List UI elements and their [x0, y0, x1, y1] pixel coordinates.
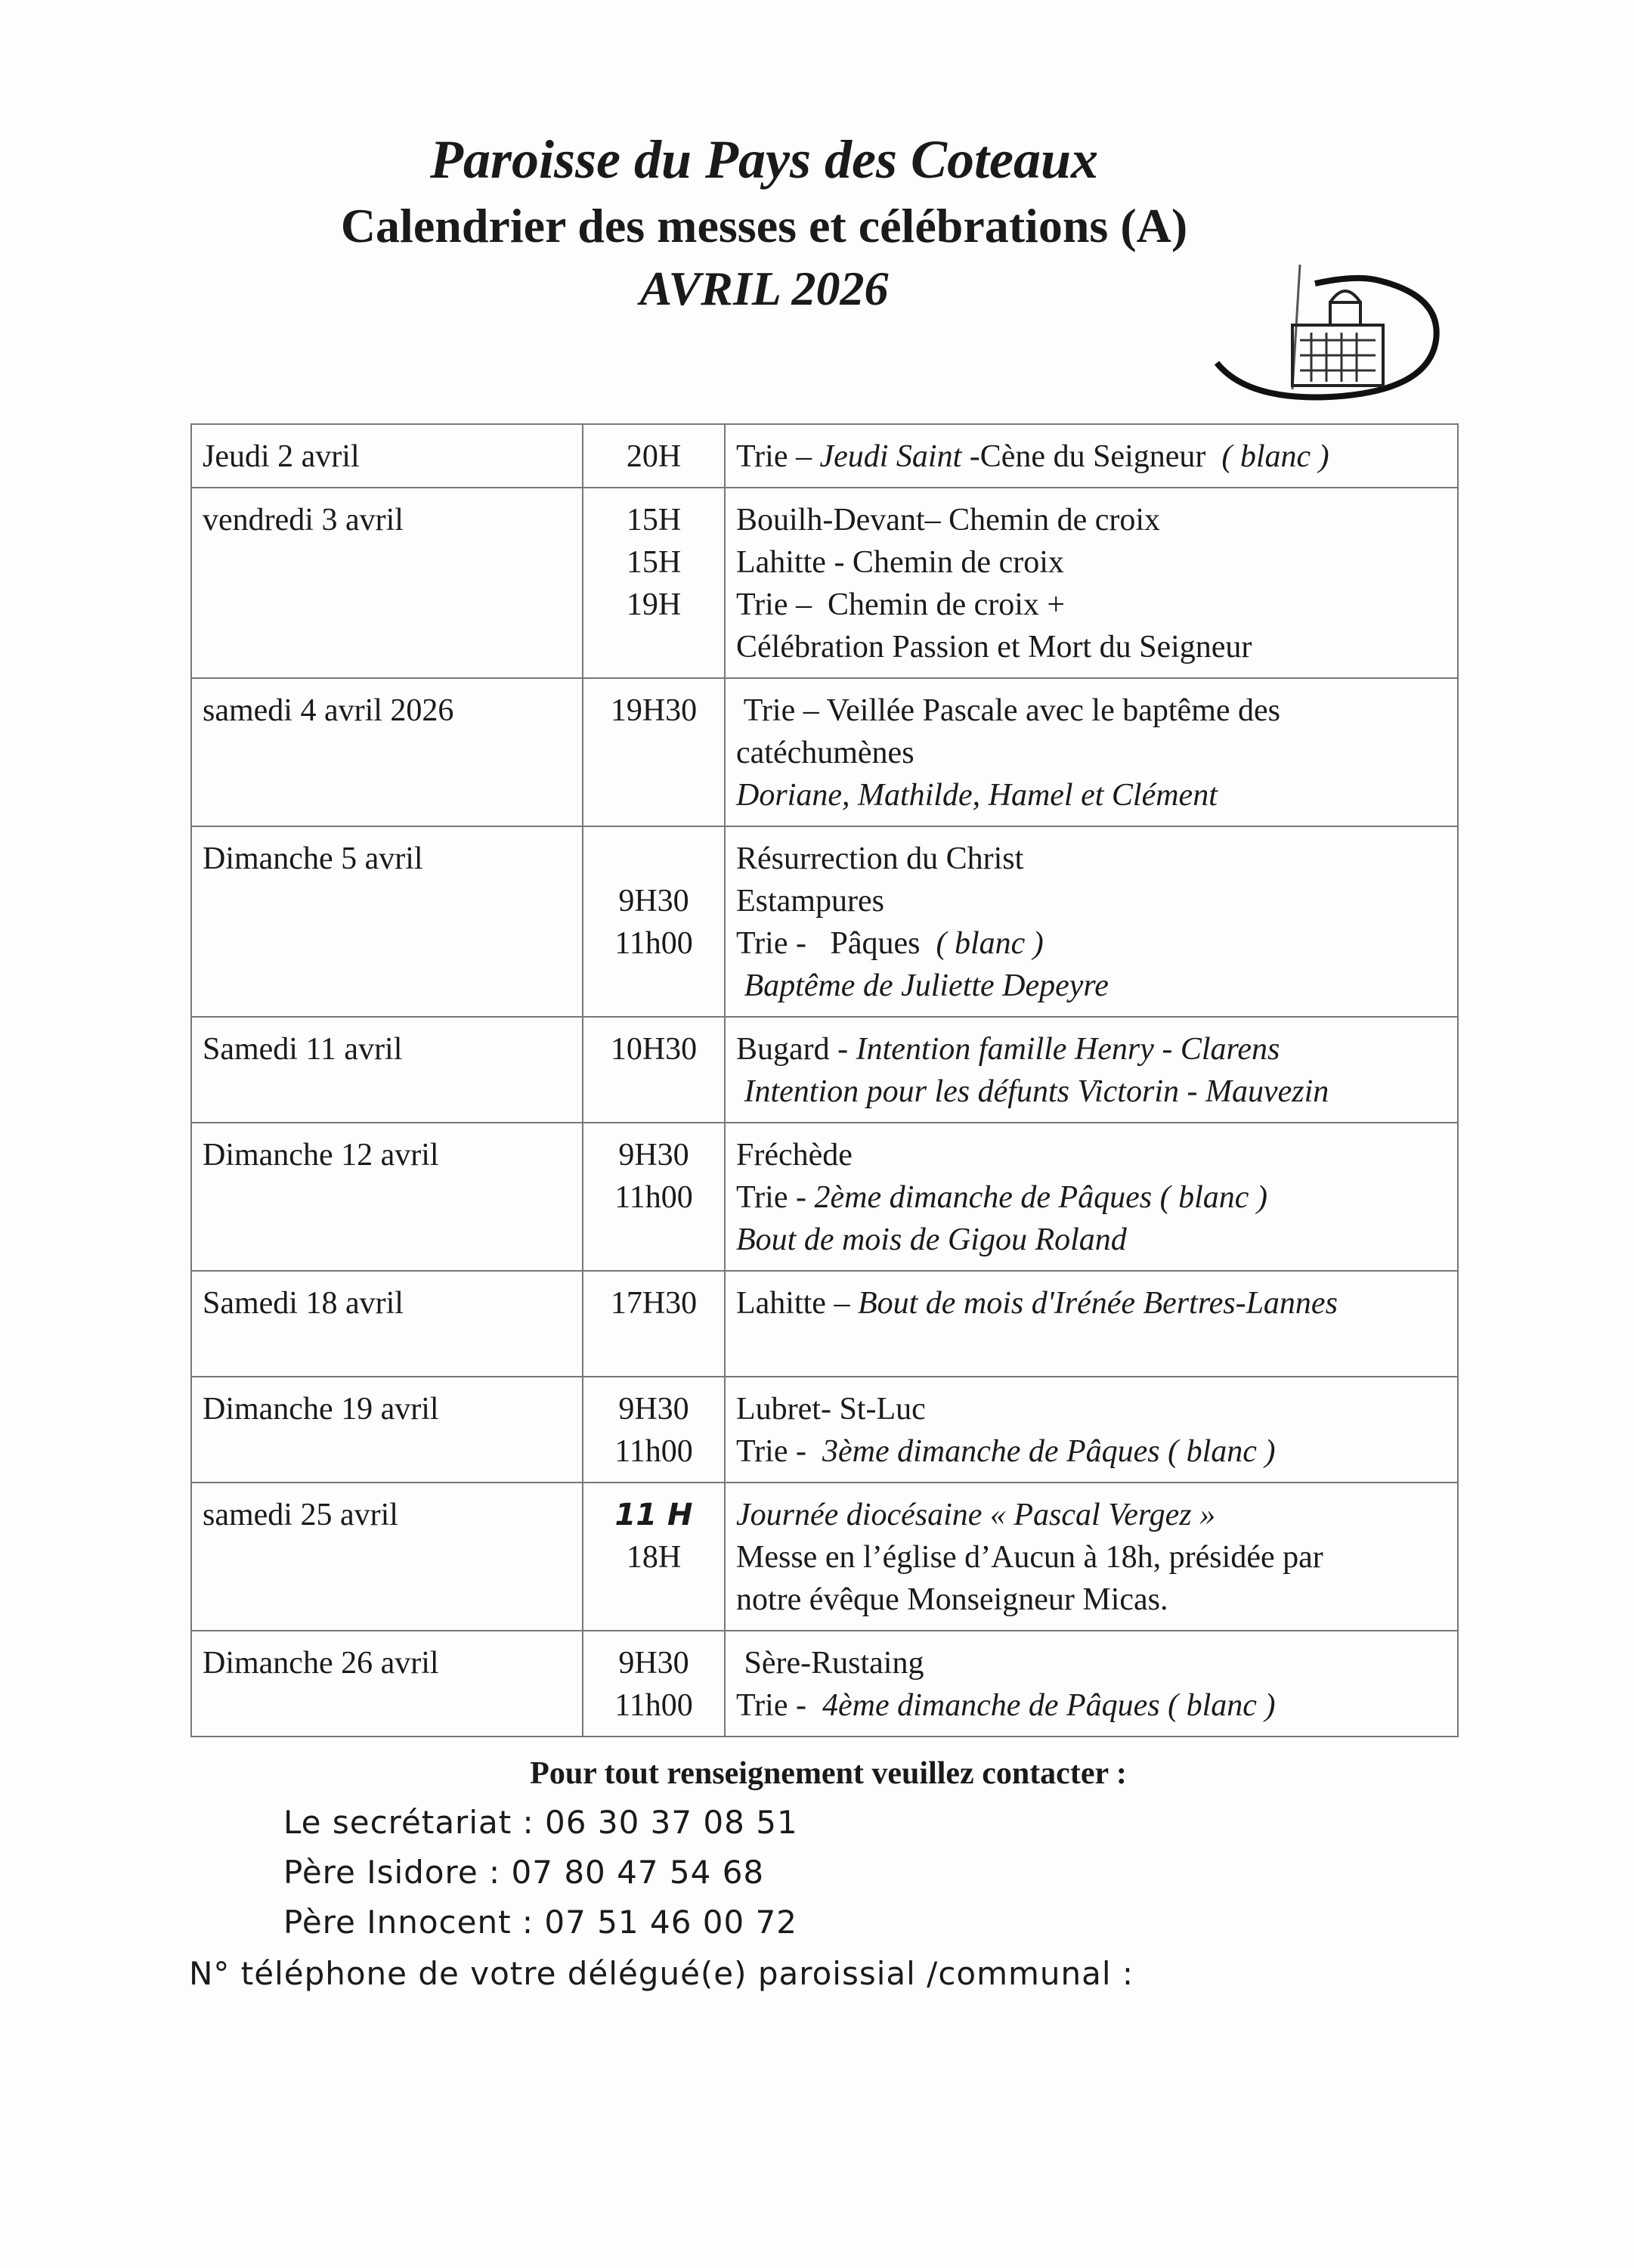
contact-pere-innocent: Père Innocent : 07 51 46 00 72 — [283, 1904, 798, 1941]
schedule-description — [725, 424, 1458, 488]
schedule-row — [191, 1017, 1458, 1123]
description-line — [736, 689, 1448, 732]
schedule-day: Samedi 18 avril — [191, 1271, 583, 1377]
description-text: Résurrection du Christ — [736, 841, 1024, 876]
description-line — [736, 1642, 1448, 1684]
description-text: notre évêque Monseigneur Micas. — [736, 1582, 1168, 1617]
description-line — [736, 922, 1448, 965]
description-text: 2ème dimanche de Pâques ( blanc ) — [814, 1180, 1267, 1215]
schedule-times — [583, 424, 725, 488]
description-text: Sère-Rustaing — [736, 1646, 924, 1681]
schedule-time: 18H — [626, 1540, 682, 1575]
schedule-day: Dimanche 19 avril — [191, 1377, 583, 1483]
description-text: 4ème dimanche de Pâques ( blanc ) — [822, 1688, 1276, 1723]
contact-delegue: N° téléphone de votre délégué(e) paroissial /communal : — [189, 1955, 1134, 1992]
description-text: Doriane, Mathilde, Hamel et Clément — [736, 778, 1218, 813]
schedule-day: Dimanche 12 avril — [191, 1123, 583, 1271]
schedule-time: 10H30 — [610, 1032, 698, 1067]
description-line — [736, 1430, 1448, 1473]
schedule-day: Dimanche 5 avril — [191, 826, 583, 1017]
schedule-times — [583, 1271, 725, 1377]
description-line — [736, 838, 1448, 880]
schedule-description — [725, 1631, 1458, 1737]
schedule-time: 9H30 — [618, 1138, 689, 1173]
church-logo — [1202, 249, 1451, 401]
description-line — [736, 1282, 1448, 1325]
schedule-day: samedi 4 avril 2026 — [191, 678, 583, 826]
contact-secretariat: Le secrétariat : 06 30 37 08 51 — [283, 1804, 798, 1841]
schedule-times — [583, 1377, 725, 1483]
description-line — [736, 1579, 1448, 1621]
contact-heading: Pour tout renseignement veuillez contacter : — [530, 1756, 1127, 1791]
schedule-row — [191, 826, 1458, 1017]
description-line — [736, 1325, 1448, 1367]
schedule-time: 9H30 — [618, 884, 689, 919]
description-line — [736, 499, 1448, 541]
schedule-day: samedi 25 avril — [191, 1483, 583, 1631]
description-line — [736, 1134, 1448, 1176]
schedule-description — [725, 1271, 1458, 1377]
description-line — [736, 965, 1448, 1007]
description-line — [736, 774, 1448, 816]
description-text: Célébration Passion et Mort du Seigneur — [736, 630, 1252, 665]
schedule-times — [583, 488, 725, 678]
schedule-times — [583, 1123, 725, 1271]
schedule-description — [725, 1483, 1458, 1631]
schedule-row — [191, 1377, 1458, 1483]
description-line — [736, 541, 1448, 584]
schedule-time: 19H — [626, 587, 682, 622]
schedule-description — [725, 1017, 1458, 1123]
schedule-time — [583, 838, 724, 880]
description-text: Intention pour les défunts Victorin - Mauvezin — [736, 1074, 1329, 1109]
description-text: Trie - Pâques — [736, 926, 936, 961]
description-line — [736, 1388, 1448, 1430]
schedule-row — [191, 1631, 1458, 1737]
schedule-time: 9H30 — [618, 1392, 689, 1427]
description-text: Trie - — [736, 1180, 815, 1215]
schedule-description — [725, 826, 1458, 1017]
description-text: Trie - — [736, 1688, 822, 1723]
description-text: Bout de mois de Gigou Roland — [736, 1222, 1127, 1257]
schedule-time: 15H — [626, 545, 682, 580]
description-text: Trie – — [736, 439, 820, 474]
schedule-row — [191, 1123, 1458, 1271]
schedule-row — [191, 424, 1458, 488]
description-line — [736, 435, 1448, 478]
description-text: Lubret- St-Luc — [736, 1392, 926, 1427]
schedule-time: 11h00 — [614, 1688, 693, 1723]
description-text: Intention famille Henry - Clarens — [856, 1032, 1280, 1067]
contact-pere-isidore: Père Isidore : 07 80 47 54 68 — [283, 1854, 765, 1891]
description-text: 3ème dimanche de Pâques ( blanc ) — [822, 1434, 1276, 1469]
description-text: Bugard - — [736, 1032, 856, 1067]
schedule-time: 11 H — [614, 1498, 693, 1532]
description-text: Baptême de Juliette Depeyre — [736, 968, 1109, 1003]
schedule-row — [191, 488, 1458, 678]
description-line — [736, 626, 1448, 668]
schedule-description — [725, 1377, 1458, 1483]
description-line — [736, 880, 1448, 922]
schedule-day: vendredi 3 avril — [191, 488, 583, 678]
schedule-time: 19H30 — [610, 693, 698, 728]
description-line — [736, 1219, 1448, 1261]
description-text: Lahitte – — [736, 1286, 858, 1321]
schedule-times — [583, 826, 725, 1017]
schedule-row — [191, 678, 1458, 826]
description-text: Journée diocésaine « Pascal Vergez » — [736, 1498, 1216, 1532]
description-line — [736, 1176, 1448, 1219]
description-text: ( blanc ) — [1221, 439, 1329, 474]
description-line — [736, 732, 1448, 774]
schedule-day: Jeudi 2 avril — [191, 424, 583, 488]
description-line — [736, 1028, 1448, 1070]
description-text: Lahitte - Chemin de croix — [736, 545, 1064, 580]
schedule-times — [583, 678, 725, 826]
schedule-time: 11h00 — [614, 926, 693, 961]
description-line — [736, 1536, 1448, 1579]
description-line — [736, 1070, 1448, 1113]
description-text: Jeudi Saint — [819, 439, 962, 474]
description-text: Messe en l’église d’Aucun à 18h, présidée par — [736, 1540, 1323, 1575]
description-text: Trie – Chemin de croix + — [736, 587, 1066, 622]
schedule-row — [191, 1271, 1458, 1377]
schedule-row — [191, 1483, 1458, 1631]
schedule-time: 17H30 — [610, 1286, 698, 1321]
parish-title: Paroisse du Pays des Coteaux — [429, 129, 1098, 190]
schedule-description — [725, 1123, 1458, 1271]
description-text: Trie - — [736, 1434, 822, 1469]
description-line — [736, 1494, 1448, 1536]
schedule-times — [583, 1483, 725, 1631]
description-text: ( blanc ) — [936, 926, 1044, 961]
schedule-time: 11h00 — [614, 1180, 693, 1215]
schedule-time: 9H30 — [618, 1646, 689, 1681]
description-text: Bout de mois d'Irénée Bertres-Lannes — [857, 1286, 1338, 1321]
description-text: Trie – Veillée Pascale avec le baptême des — [736, 693, 1280, 728]
schedule-day: Dimanche 26 avril — [191, 1631, 583, 1737]
mass-schedule-table — [190, 423, 1459, 1737]
description-text: Fréchède — [736, 1138, 853, 1173]
schedule-time: 15H — [626, 503, 682, 538]
schedule-description — [725, 678, 1458, 826]
schedule-day: Samedi 11 avril — [191, 1017, 583, 1123]
description-text: -Cène du Seigneur — [961, 439, 1222, 474]
month-title: AVRIL 2026 — [639, 262, 889, 315]
description-text: catéchumènes — [736, 736, 914, 770]
description-line — [736, 584, 1448, 626]
description-text: Bouilh-Devant– Chemin de croix — [736, 503, 1161, 538]
schedule-description — [725, 488, 1458, 678]
schedule-times — [583, 1017, 725, 1123]
schedule-time: 20H — [626, 439, 682, 474]
description-line — [736, 1684, 1448, 1727]
calendar-subtitle: Calendrier des messes et célébrations (A) — [340, 199, 1188, 253]
description-text: Estampures — [736, 884, 884, 919]
schedule-time: 11h00 — [614, 1434, 693, 1469]
schedule-times — [583, 1631, 725, 1737]
